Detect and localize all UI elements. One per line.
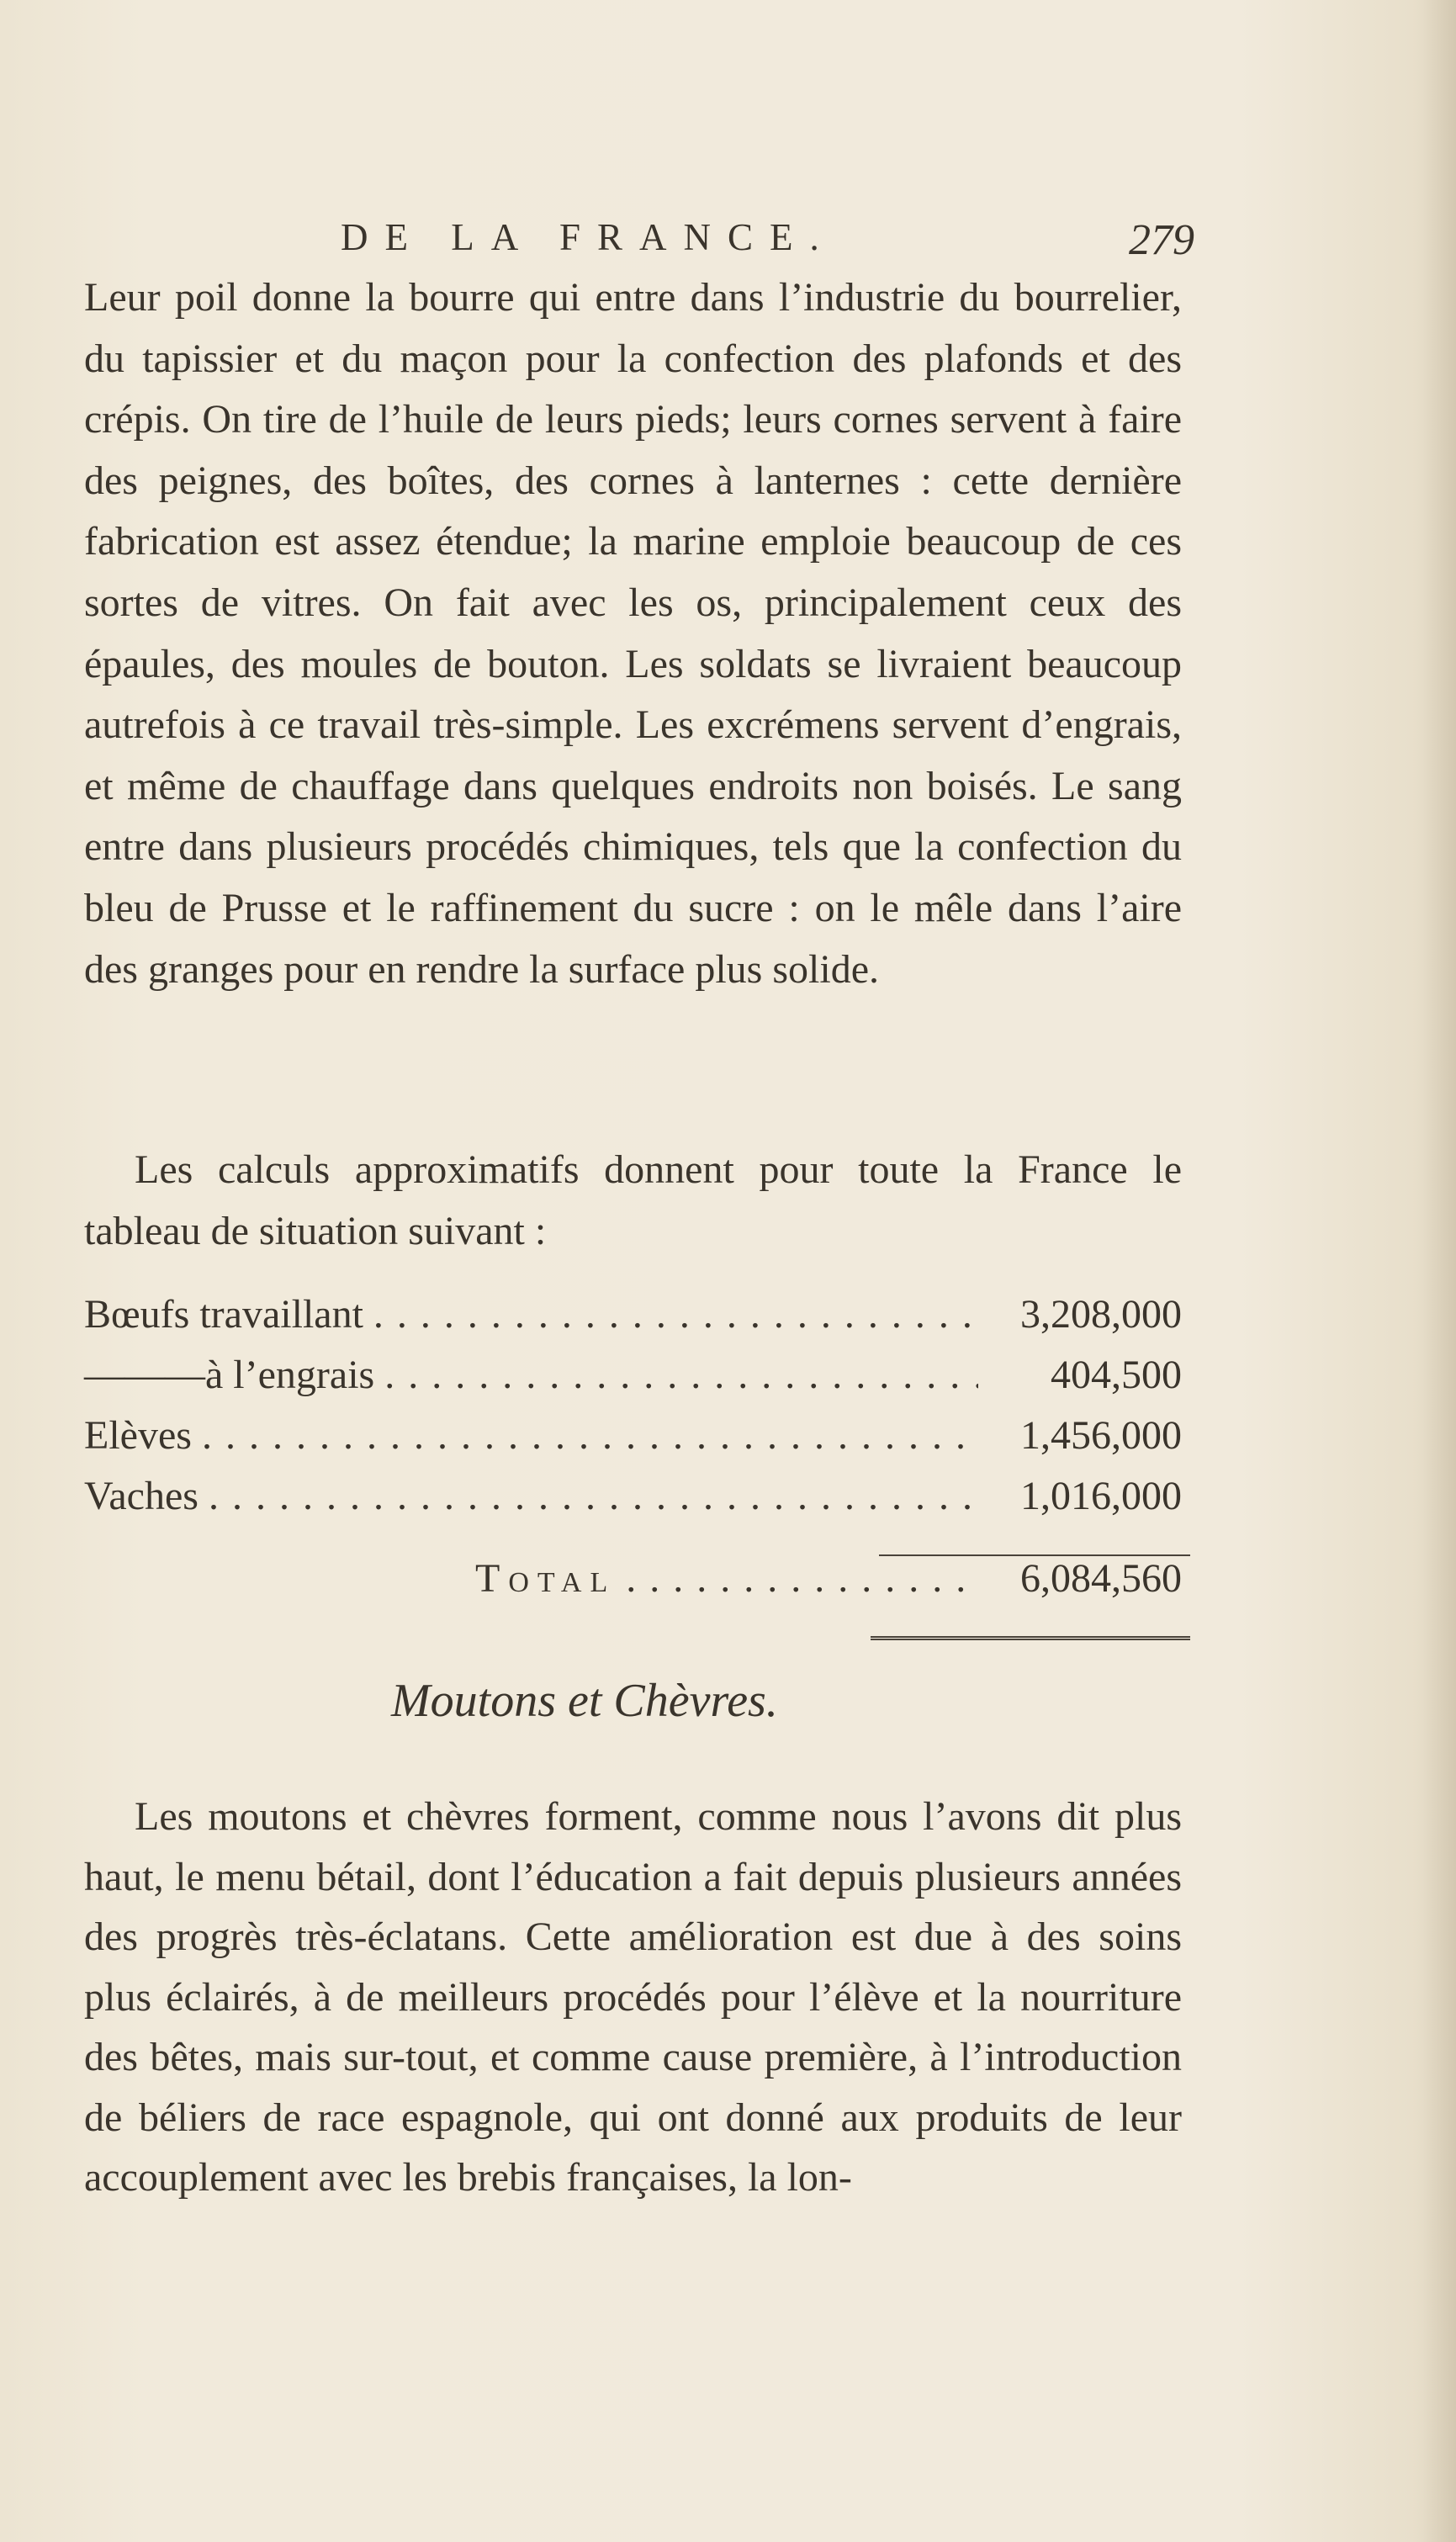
- paragraph-by-products: Leur poil donne la bourre qui entre dans l’industrie du bourrelier, du tapissier et du maçon pour la confection des plafonds et des crépis. On tire de l’huile de leurs pieds; leurs cornes servent à faire des peignes, des boîtes, des cornes à lanternes : cette dernière fabrication est assez étendue; la marine emploie beaucoup de ces sortes de vitres. On fait avec les os, principalement ceux des épaules, des moules de bouton. Les soldats se livraient beaucoup autrefois à ce travail très-simple. Les excrémens servent d’engrais, et même de chauffage dans quelques endroits non boisés. Le sang entre dans plusieurs procédés chimiques, tels que la confection du bleu de Prusse et le raffinement du sucre : on le mêle dans l’aire des granges pour en rendre la surface plus solide.: [84, 275, 1182, 992]
- row-label: Elèves: [84, 1413, 192, 1458]
- row-value: 404,500: [1051, 1353, 1182, 1397]
- table-row: [84, 1352, 1182, 1412]
- sum-rule: [879, 1554, 1190, 1556]
- row-value: 3,208,000: [1020, 1292, 1182, 1337]
- dot-leader: [373, 1291, 978, 1337]
- page-number: 279: [1129, 216, 1194, 264]
- dot-leader: [626, 1555, 978, 1602]
- table-row: [84, 1473, 1182, 1533]
- dot-leader: [209, 1473, 978, 1519]
- total-label: Total: [475, 1556, 617, 1601]
- running-head: [341, 215, 1194, 266]
- running-title: DE LA FRANCE.: [341, 216, 836, 258]
- row-label: Vaches: [84, 1474, 199, 1518]
- row-label: ———à l’engrais: [84, 1353, 375, 1397]
- paragraph-table-intro: Les calculs approximatifs donnent pour toute la France le tableau de situation suivant :: [84, 1147, 1182, 1253]
- row-value: 1,456,000: [1020, 1413, 1182, 1458]
- cattle-table: [84, 1291, 1182, 1616]
- table-row: [84, 1291, 1182, 1352]
- row-label: Bœufs travaillant: [84, 1292, 363, 1337]
- dot-leader: [202, 1412, 978, 1459]
- paragraph-sheep-goats: Les moutons et chèvres forment, comme nous l’avons dit plus haut, le menu bétail, dont l’éducation a fait depuis plusieurs années des progrès très-éclatans. Cette amélioration est due à des soins plus éclairés, à de meilleurs procédés pour l’élève et la nourriture des bêtes, mais sur-tout, et comme cause première, à l’introduction de béliers de race espagnole, qui ont donné aux produits de leur accouplement avec les brebis françaises, la lon-: [84, 1794, 1182, 2200]
- total-value: 6,084,560: [1020, 1556, 1182, 1601]
- page-edge-shadow: [1422, 0, 1456, 2542]
- section-heading: Moutons et Chèvres.: [391, 1675, 778, 1727]
- dot-leader: [384, 1352, 978, 1398]
- total-double-rule: [871, 1636, 1190, 1640]
- total-row: [84, 1555, 1182, 1616]
- table-row: [84, 1412, 1182, 1473]
- table-spacer: [84, 1533, 1182, 1555]
- row-value: 1,016,000: [1020, 1474, 1182, 1518]
